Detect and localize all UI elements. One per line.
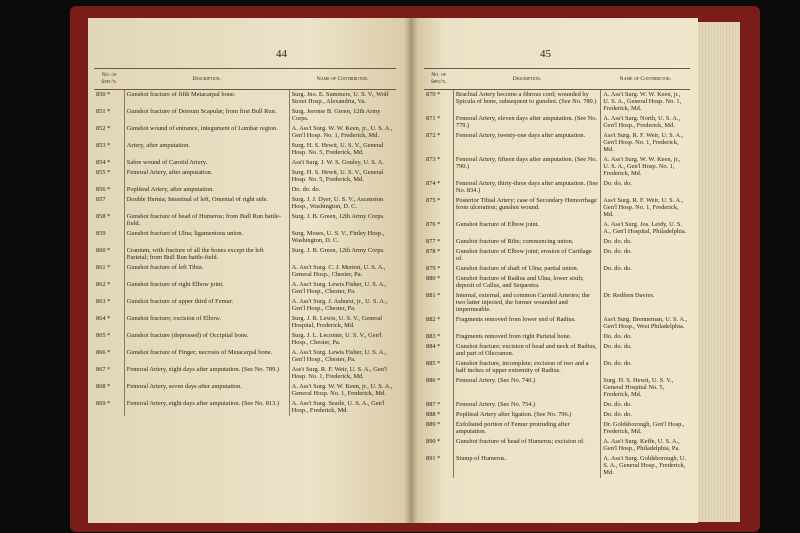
table-row xyxy=(424,437,690,454)
specimen-number: 882 * xyxy=(426,316,441,323)
table-row xyxy=(424,131,690,155)
table-row xyxy=(424,400,690,410)
page-number: 45 xyxy=(540,48,551,60)
specimen-description: Exfoliated portion of Femur protruding after amputation. xyxy=(453,420,600,437)
contributor-name: Do. do. do. xyxy=(603,333,632,340)
specimen-description: Gunshot fracture of right Elbow joint. xyxy=(124,280,289,297)
specimen-number: 861 * xyxy=(96,264,111,271)
specimen-number: 876 * xyxy=(426,221,441,228)
table-row xyxy=(424,291,690,315)
table-row xyxy=(424,274,690,291)
specimen-description: Gunshot fracture of Elbow joint. xyxy=(453,220,600,237)
contributor-name: A. Ass't Surg. Searle, U. S. A., Gen'l Hosp., Frederick, Md. xyxy=(291,400,385,414)
table-row xyxy=(424,376,690,400)
specimen-number: 891 * xyxy=(426,455,441,462)
specimen-description: Gunshot fracture of head of Humerus; excision of. xyxy=(453,437,600,454)
contributor-name: Surg. J. B. Green, 12th Army Corps. xyxy=(291,247,385,254)
specimen-number: 870 * xyxy=(426,91,441,98)
specimen-number: 888 * xyxy=(426,411,441,418)
specimen-description: Posterior Tibial Artery; case of Secondary Hemorrhage from ulceration; gunshot wound. xyxy=(453,196,600,220)
table-row xyxy=(94,158,396,168)
specimen-number: 855 * xyxy=(96,169,111,176)
specimen-description: Gunshot fracture of fifth Metacarpal bone. xyxy=(124,90,289,108)
contributor-name: Do. do. do. xyxy=(603,343,632,350)
table-row xyxy=(94,399,396,416)
specimen-description: Femoral Artery, eight days after amputation. (See No. 789.) xyxy=(124,365,289,382)
specimen-description: Femoral Artery, eleven days after amputation. (See No. 779.) xyxy=(453,114,600,131)
contributor-name: A. Ass't Surg. Jos. Leidy, U. S. A., Gen'l Hospital, Philadelphia. xyxy=(603,221,687,235)
specimen-description: Fragments removed from lower end of Radius. xyxy=(453,315,600,332)
header-description: Description. xyxy=(453,69,600,90)
specimen-number: 871 * xyxy=(426,115,441,122)
contributor-name: Ass't Surg. Brenneman, U. S. A., Gen'l Hosp., West Philadelphia. xyxy=(603,316,688,330)
header-contributor: Name of Contributor. xyxy=(601,69,690,90)
table-row xyxy=(94,280,396,297)
contributor-name: Dr. Redfern Davies. xyxy=(603,292,655,299)
contributor-name: A. Ass't Surg. C. J. Merton, U. S. A., General Hosp., Chester, Pa. xyxy=(291,264,386,278)
specimen-description: Femoral Artery. (See No. 740.) xyxy=(453,376,600,400)
contributor-name: Surg. Jno. E. Summers, U. S. V., Wolf Street Hosp., Alexandria, Va. xyxy=(291,91,389,105)
contributor-name: Ass't Surg. R. F. Weir, U. S. A., Gen'l Hosp. No. 1, Frederick, Md. xyxy=(603,132,684,153)
specimen-description: Femoral Artery, seven days after amputation. xyxy=(124,382,289,399)
specimen-number: 881 * xyxy=(426,292,441,299)
specimen-description: Double Hernia; Intestinal of left, Omental of right side. xyxy=(124,195,289,212)
contributor-name: A. Ass't Surg. Lewis Fisher, U. S. A., Gen'l Hosp., Chester, Pa. xyxy=(291,349,387,363)
specimen-description: Cranium, with fracture of all the bones except the left Parietal; from Bull Run battle-field. xyxy=(124,246,289,263)
table-row xyxy=(94,185,396,195)
specimen-number: 866 * xyxy=(96,349,111,356)
table-row xyxy=(94,141,396,158)
table-row xyxy=(424,454,690,478)
contributor-name: Ass't Surg. R. F. Weir, U. S. A., Gen'l Hosp. No. 1, Frederick, Md. xyxy=(291,366,387,380)
specimen-number: 889 * xyxy=(426,421,441,428)
contributor-name: Do. do. do. xyxy=(603,238,632,245)
table-row xyxy=(94,382,396,399)
contributor-name: Do. do. do. xyxy=(603,248,632,255)
page-edges xyxy=(698,22,740,522)
specimen-description: Sabre wound of Carotid Artery. xyxy=(124,158,289,168)
contributor-name: Surg. J. J. Dyer, U. S. V., Ascension Hosp., Washington, D. C. xyxy=(291,196,384,210)
contributor-name: A. Ass't Surg. North, U. S. A., Gen'l Hosp., Frederick, Md. xyxy=(603,115,681,129)
contributor-name: A. Ass't Surg. W. W. Keen, jr., U. S. A., General Hosp. No. 1, Frederick, Md. xyxy=(603,91,682,112)
specimen-number: 859 xyxy=(96,230,106,237)
table-row xyxy=(94,107,396,124)
specimen-number: 885 * xyxy=(426,360,441,367)
left-page xyxy=(88,18,410,523)
specimen-number: 873 * xyxy=(426,156,441,163)
table-row xyxy=(424,420,690,437)
contributor-name: Ass't Surg. R. F. Weir, U. S. A., Gen'l Hosp. No. 1, Frederick, Md. xyxy=(603,197,684,218)
specimen-number: 890 * xyxy=(426,438,441,445)
specimen-description: Gunshot fracture of Finger; necrosis of Metacarpal bone. xyxy=(124,348,289,365)
table-row xyxy=(424,179,690,196)
table-row xyxy=(424,196,690,220)
table-row xyxy=(94,314,396,331)
specimen-table xyxy=(94,68,396,416)
table-row xyxy=(94,168,396,185)
specimen-description: Gunshot fracture of Radius and Ulna, lower sixth; deposit of Callus, and Sequestra. xyxy=(453,274,600,291)
specimen-description: Femoral Artery, thirty-three days after amputation. (See No. 834.) xyxy=(453,179,600,196)
specimen-description: Popliteal Artery, after amputation. xyxy=(124,185,289,195)
header-number: No. of Spec'n. xyxy=(94,69,124,90)
contributor-name: Ass't Surg. J. W. S. Gouley, U. S. A. xyxy=(291,159,384,166)
specimen-number: 856 * xyxy=(96,186,111,193)
specimen-number: 877 * xyxy=(426,238,441,245)
specimen-description: Gunshot wound of entrance, integument of Lumbar region. xyxy=(124,124,289,141)
contributor-name: Surg. H. S. Hewit, U. S. V., General Hospital No. 5, Frederick, Md. xyxy=(603,377,674,398)
specimen-number: 868 * xyxy=(96,383,111,390)
contributor-name: Do. do. do. xyxy=(603,401,632,408)
specimen-description: Gunshot fracture of shaft of Ulna; partial union. xyxy=(453,264,600,274)
right-page xyxy=(410,18,698,523)
specimen-number: 854 * xyxy=(96,159,111,166)
specimen-description: Femoral Artery, fifteen days after amputation. (See No. 790.) xyxy=(453,155,600,179)
specimen-table xyxy=(424,68,690,478)
page-number: 44 xyxy=(276,48,287,60)
table-row xyxy=(94,297,396,314)
table-row xyxy=(94,365,396,382)
contributor-name: A. Ass't Surg. Lewis Fisher, U. S. A., Gen'l Hosp., Chester, Pa. xyxy=(291,281,387,295)
specimen-description: Gunshot fracture (depressed) of Occipital bone. xyxy=(124,331,289,348)
contributor-name: Do. do. do. xyxy=(603,265,632,272)
table-row xyxy=(424,264,690,274)
specimen-number: 860 * xyxy=(96,247,111,254)
contributor-name: Surg. H. S. Hewit, U. S. V., General Hosp. No. 5, Frederick, Md. xyxy=(291,169,384,183)
table-row xyxy=(94,263,396,280)
specimen-number: 853 * xyxy=(96,142,111,149)
specimen-description: Femoral Artery, twenty-one days after amputation. xyxy=(453,131,600,155)
specimen-number: 878 * xyxy=(426,248,441,255)
contributor-name: A. Ass't Surg. J. Ashurst, jr., U. S. A., Gen'l Hosp., Chester, Pa. xyxy=(291,298,388,312)
specimen-description: Femoral Artery, eight days after amputation. (See No. 813.) xyxy=(124,399,289,416)
table-row xyxy=(424,342,690,359)
specimen-number: 879 * xyxy=(426,265,441,272)
specimen-number: 850 * xyxy=(96,91,111,98)
table-row xyxy=(94,195,396,212)
specimen-number: 862 * xyxy=(96,281,111,288)
specimen-description: Brachial Artery become a fibrous cord; wounded by Spicula of bone, subsequent to gunshot. (See No. 780.) xyxy=(453,90,600,115)
contributor-name: Surg. Jerome B. Green, 12th Army Corps. xyxy=(291,108,381,122)
specimen-number: 852 * xyxy=(96,125,111,132)
specimen-number: 884 * xyxy=(426,343,441,350)
table-row xyxy=(424,90,690,115)
contributor-name: Surg. J. L. Lecomte, U. S. V., Gen'l Hosp., Chester, Pa. xyxy=(291,332,382,346)
specimen-description: Femoral Artery. (See No. 754.) xyxy=(453,400,600,410)
contributor-name: Do. do. do. xyxy=(603,360,632,367)
specimen-number: 863 * xyxy=(96,298,111,305)
contributor-name xyxy=(601,274,690,291)
specimen-number: 869 * xyxy=(96,400,111,407)
contributor-name: Dr. Goldsborough, Gen'l Hosp., Frederick, Md. xyxy=(603,421,685,435)
specimen-description: Gunshot fracture of Ribs; commencing union. xyxy=(453,237,600,247)
specimen-description: Gunshot fracture of left Tibia. xyxy=(124,263,289,280)
specimen-description: Artery, after amputation. xyxy=(124,141,289,158)
specimen-description: Fragments removed from right Parietal bone. xyxy=(453,332,600,342)
table-row xyxy=(94,124,396,141)
contributor-name: A. Ass't Surg. Goldsborough, U. S. A., General Hosp., Frederick, Md. xyxy=(603,455,686,476)
specimen-number: 872 * xyxy=(426,132,441,139)
table-row xyxy=(424,237,690,247)
table-row xyxy=(424,332,690,342)
contributor-name: Surg. J. R. Lewis, U. S. V., General Hospital, Frederick, Md. xyxy=(291,315,382,329)
specimen-description: Femoral Artery, after amputation. xyxy=(124,168,289,185)
specimen-description: Gunshot fracture of Ulna; ligamentous union. xyxy=(124,229,289,246)
contributor-name: Surg. Moses, U. S. V., Finley Hosp., Washington, D. C. xyxy=(291,230,385,244)
table-row xyxy=(424,247,690,264)
table-row xyxy=(424,155,690,179)
table-row xyxy=(424,220,690,237)
table-row xyxy=(94,212,396,229)
contributor-name: Do. do. do. xyxy=(603,180,632,187)
header-description: Description. xyxy=(124,69,289,90)
table-row xyxy=(424,410,690,420)
specimen-number: 875 * xyxy=(426,197,441,204)
specimen-number: 867 * xyxy=(96,366,111,373)
table-row xyxy=(424,315,690,332)
specimen-number: 883 * xyxy=(426,333,441,340)
contributor-name: A. Ass't Surg. W. W. Keen, jr., U. S. A., Gen'l Hosp. No. 1, Frederick, Md. xyxy=(603,156,681,177)
table-row xyxy=(424,114,690,131)
specimen-description: Internal, external, and common Carotid Arteries; the two latter injected, the former wounded and impermeable. xyxy=(453,291,600,315)
header-contributor: Name of Contributor. xyxy=(289,69,396,90)
table-row xyxy=(94,331,396,348)
specimen-number: 857 xyxy=(96,196,106,203)
contributor-name: A. Ass't Surg. W. W. Keen, jr., U. S. A., Gen'l Hosp. No. 1, Frederick, Md. xyxy=(291,125,393,139)
specimen-description: Gunshot fracture; excision of head and neck of Radius, and part of Olecranon. xyxy=(453,342,600,359)
specimen-number: 864 * xyxy=(96,315,111,322)
contributor-name: Surg. J. B. Green, 12th Army Corps. xyxy=(291,213,385,220)
specimen-description: Gunshot fracture of upper third of Femur. xyxy=(124,297,289,314)
specimen-description: Gunshot fracture, incomplete; excision of two and a half inches of upper extremity of Radius. xyxy=(453,359,600,376)
specimen-description: Gunshot fracture of head of Humerus; from Bull Run battle-field. xyxy=(124,212,289,229)
specimen-number: 858 * xyxy=(96,213,111,220)
contributor-name: A. Ass't Surg. W. W. Keen, jr., U. S. A., General Hosp. No. 1, Frederick, Md. xyxy=(291,383,393,397)
table-row xyxy=(94,348,396,365)
specimen-description: Gunshot fracture; excision of Elbow. xyxy=(124,314,289,331)
table-row xyxy=(94,246,396,263)
specimen-description: Popliteal Artery after ligation. (See No. 796.) xyxy=(453,410,600,420)
table-row xyxy=(424,359,690,376)
header-number: No. of Spec'n. xyxy=(424,69,453,90)
table-row xyxy=(94,90,396,108)
contributor-name: Do. do. do. xyxy=(603,411,632,418)
specimen-description: Gunshot fracture of Elbow joint; erosion of Cartilage of. xyxy=(453,247,600,264)
contributor-name: A. Ass't Surg. Keffe, U. S. A., Gen'l Hosp., Philadelphia, Pa. xyxy=(603,438,680,452)
contributor-name: Surg. H. S. Hewit, U. S. V., General Hosp. No. 5, Frederick, Md. xyxy=(291,142,384,156)
table-row xyxy=(94,229,396,246)
specimen-description: Gunshot fracture of Dorsum Scapulæ; from first Bull Run. xyxy=(124,107,289,124)
specimen-number: 886 * xyxy=(426,377,441,384)
specimen-number: 865 * xyxy=(96,332,111,339)
specimen-number: 851 * xyxy=(96,108,111,115)
specimen-number: 880 * xyxy=(426,275,441,282)
specimen-number: 887 * xyxy=(426,401,441,408)
specimen-number: 874 * xyxy=(426,180,441,187)
book-gutter xyxy=(404,18,418,523)
specimen-description: Stump of Humerus. xyxy=(453,454,600,478)
contributor-name: Do. do. do. xyxy=(291,186,321,193)
